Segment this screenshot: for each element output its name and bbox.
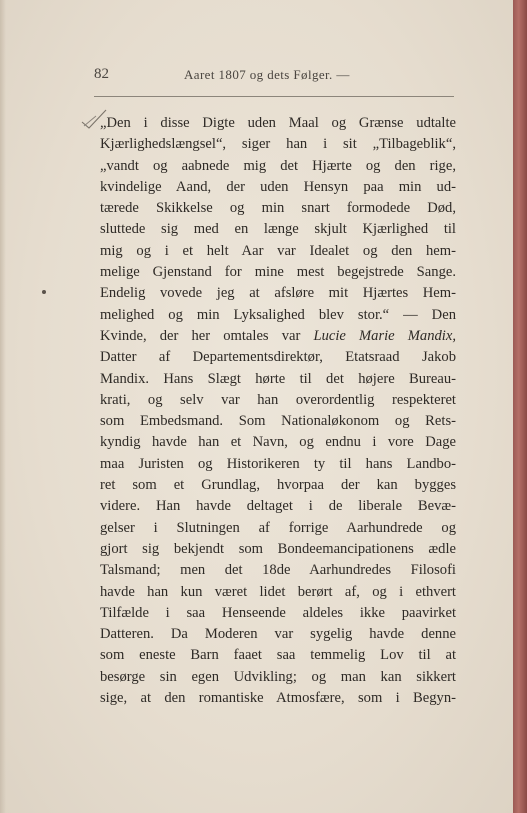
text-line: Mandix. Hans Slægt hørte til det højere Bureau- [100,370,456,387]
text-line: Datter af Departementsdirektør, Etatsraad Jakob [100,349,456,366]
text-line: sluttede sig med en længe skjult Kjærlighed til [100,221,456,238]
text-line: krati, og selv var han overordentlig respekteret [100,391,456,408]
text-line: som eneste Barn faaet saa temmelig Lov til at [100,647,456,664]
text-line: melighed og min Lyksalighed blev stor.“ — Den [100,306,456,323]
page-gutter-shadow [0,0,6,813]
text-line: besørge sin egen Udvikling; og man kan sikkert [100,668,456,685]
text-line: kvindelige Aand, der uden Hensyn paa min ud- [100,178,456,195]
book-binding-edge [513,0,527,813]
text-line: videre. Han havde deltaget i de liberale Bevæ- [100,498,456,515]
text-line: Endelig vovede jeg at afsløre mit Hjærtes Hem- [100,285,456,302]
text-line: gjort sig bekjendt som Bondeemancipationens ædle [100,540,456,557]
text-line: sige, at den romantiske Atmosfære, som i Begyn- [100,690,456,707]
text-line: gelser i Slutningen af forrige Aarhundrede og [100,519,456,536]
page-number: 82 [94,66,109,82]
text-line: kyndig havde han et Navn, og endnu i vore Dage [100,434,456,451]
text-line: Talsmand; men det 18de Aarhundredes Filosofi [100,562,456,579]
text-line: som Embedsmand. Som Nationaløkonom og Rets- [100,413,456,430]
text-line: „Den i disse Digte uden Maal og Grænse udtalte [100,115,456,131]
margin-dot-mark [42,290,46,294]
text-line: Tilfælde i saa Henseende aldeles ikke paavirket [100,604,456,621]
text-line: Kvinde, der her omtales var Lucie Marie Mandix, [100,327,456,344]
text-line: havde han kun været lidet berørt af, og i ethvert [100,583,456,600]
text-line: maa Juristen og Historikeren ty til hans Landbo- [100,455,456,472]
body-text [100,113,456,709]
text-line: tærede Skikkelse og min snart formodede Død, [100,200,456,217]
text-line: mig og i et helt Aar var Idealet og den hem- [100,242,456,259]
text-line: ret som et Grundlag, hvorpaa der kan bygges [100,477,456,494]
running-head: Aaret 1807 og dets Følger. — [184,67,350,82]
page-header [94,66,454,88]
header-rule [94,96,454,97]
text-line: Datteren. Da Moderen var sygelig havde denne [100,626,456,643]
text-line: „vandt og aabnede mig det Hjærte og den rige, [100,157,456,174]
text-line: Kjærlighedslængsel“, siger han i sit „Tilbageblik“, [100,136,456,153]
text-line: melige Gjenstand for mine mest begejstrede Sange. [100,264,456,281]
italic-name: Lucie Marie Mandix, [313,327,456,344]
